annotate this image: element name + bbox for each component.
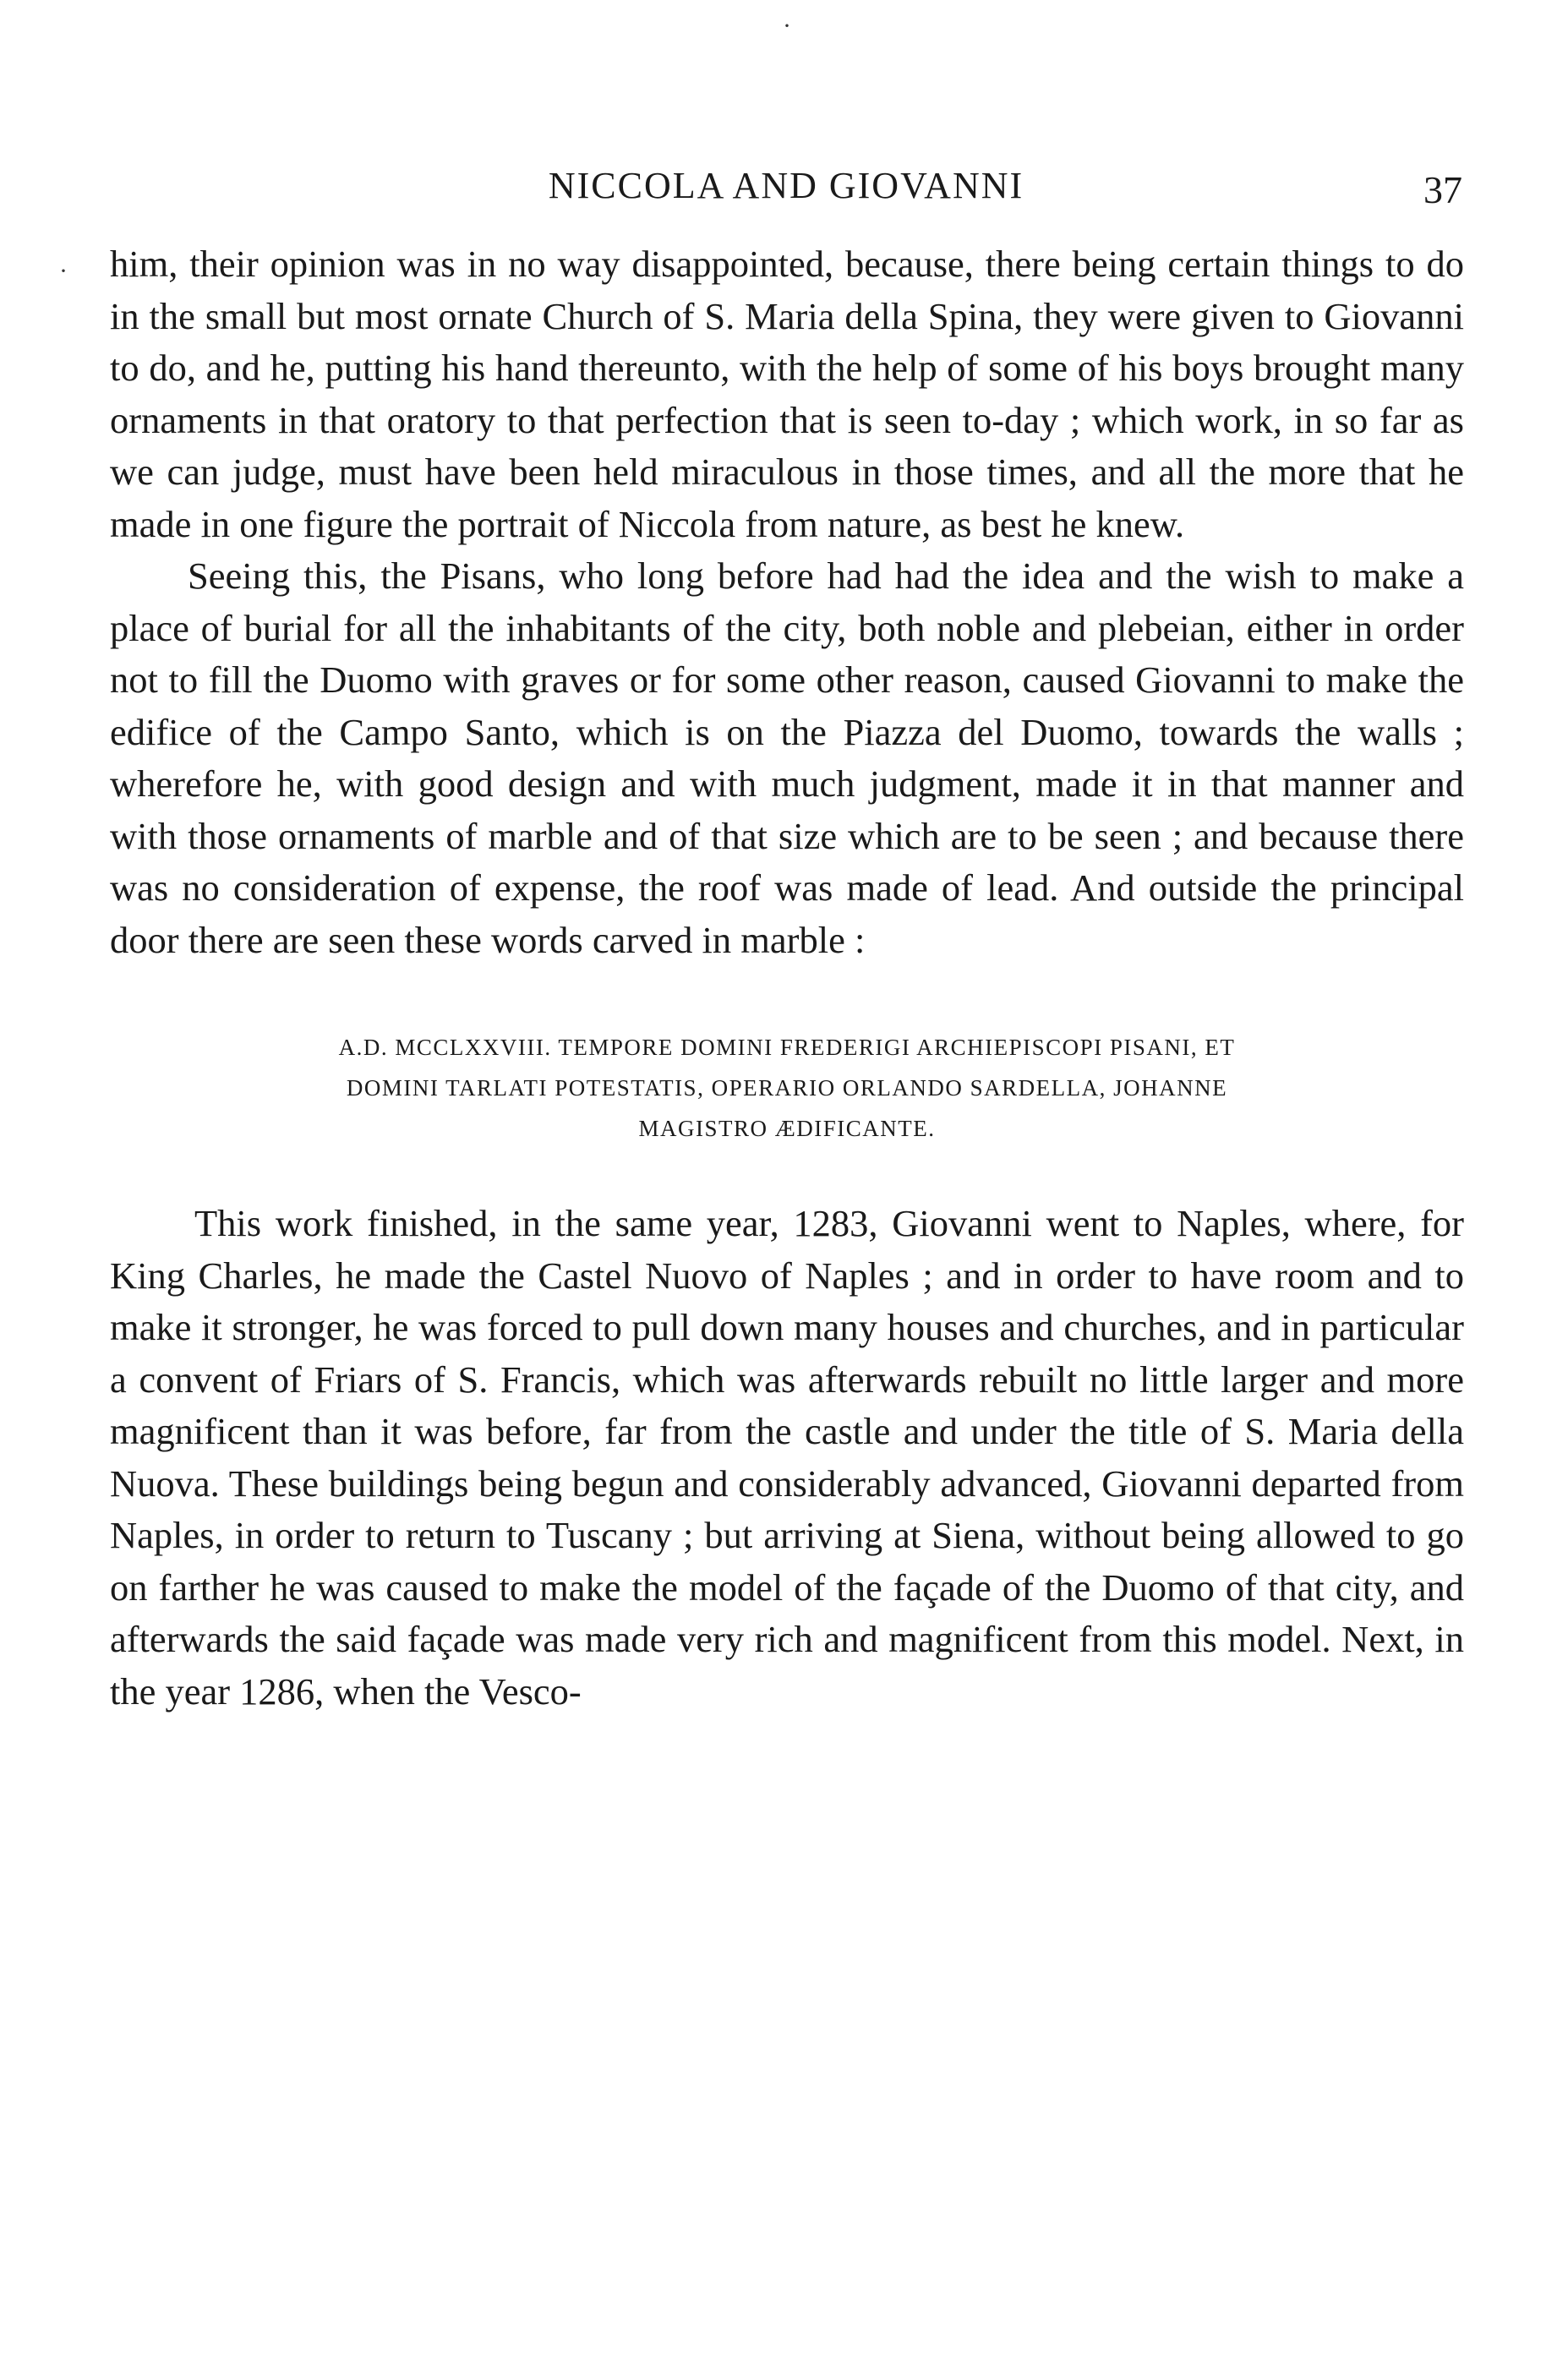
paragraph-2: Seeing this, the Pisans, who long before had had the idea and the wish to make a place of burial for all the inhabitants of the city, both noble and plebeian, either in order not to fill the Duomo with graves or for some other reason, caused Giovanni to make the edifice of the Campo Santo, which is on the Piazza del Duomo, towards the walls ; wherefore he, with good design and with much judgment, made it in that manner and with those ornaments of marble and of that size which are to be seen ; and because there was no consideration of expense, the roof was made of lead. And outside the principal door there are seen these words carved in marble : bbox=[110, 555, 1464, 961]
inscription-line-1: A.D. MCCLXXVIII. TEMPORE DOMINI FREDERIGI ARCHIEPISCOPI PISANI, ET bbox=[338, 1035, 1236, 1060]
margin-dot-mark: · bbox=[59, 257, 68, 285]
page-header bbox=[110, 164, 1462, 215]
inscription-line-2: DOMINI TARLATI POTESTATIS, OPERARIO ORLANDO SARDELLA, JOHANNE bbox=[346, 1075, 1228, 1101]
paragraph-1: him, their opinion was in no way disappointed, because, there being certain things to do in the small but most ornate Church of S. Maria della Spina, they were given to Giovanni to do, and he, putting his hand thereunto, with the help of some of his boys brought many ornaments in that oratory to that perfection that is seen to-day ; which work, in so far as we can judge, must have been held miraculous in those times, and all the more that he made in one figure the portrait of Niccola from nature, as best he knew. bbox=[110, 243, 1464, 545]
inscription-block bbox=[110, 1027, 1464, 1149]
inscription-line-3: MAGISTRO ÆDIFICANTE. bbox=[638, 1116, 936, 1141]
paragraph-3: This work finished, in the same year, 1283, Giovanni went to Naples, where, for King Charles, he made the Castel Nuovo of Naples ; and in order to have room and to make it stronger, he was forced to pull down many houses and churches, and in particular a convent of Friars of S. Francis, which was afterwards rebuilt no little larger and more magnificent than it was before, far from the castle and under the title of S. Maria della Nuova. These buildings being begun and considerably advanced, Giovanni departed from Naples, in order to return to Tuscany ; but arriving at Siena, without being allowed to go on farther he was caused to make the model of the façade of the Duomo of that city, and afterwards the said façade was made very rich and magnificent from this model. Next, in the year 1286, when the Vesco- bbox=[110, 1202, 1464, 1713]
page-number: 37 bbox=[1423, 168, 1462, 211]
body-text bbox=[110, 238, 1464, 1718]
top-dot-mark: · bbox=[783, 12, 791, 40]
running-title: NICCOLA AND GIOVANNI bbox=[548, 165, 1024, 206]
